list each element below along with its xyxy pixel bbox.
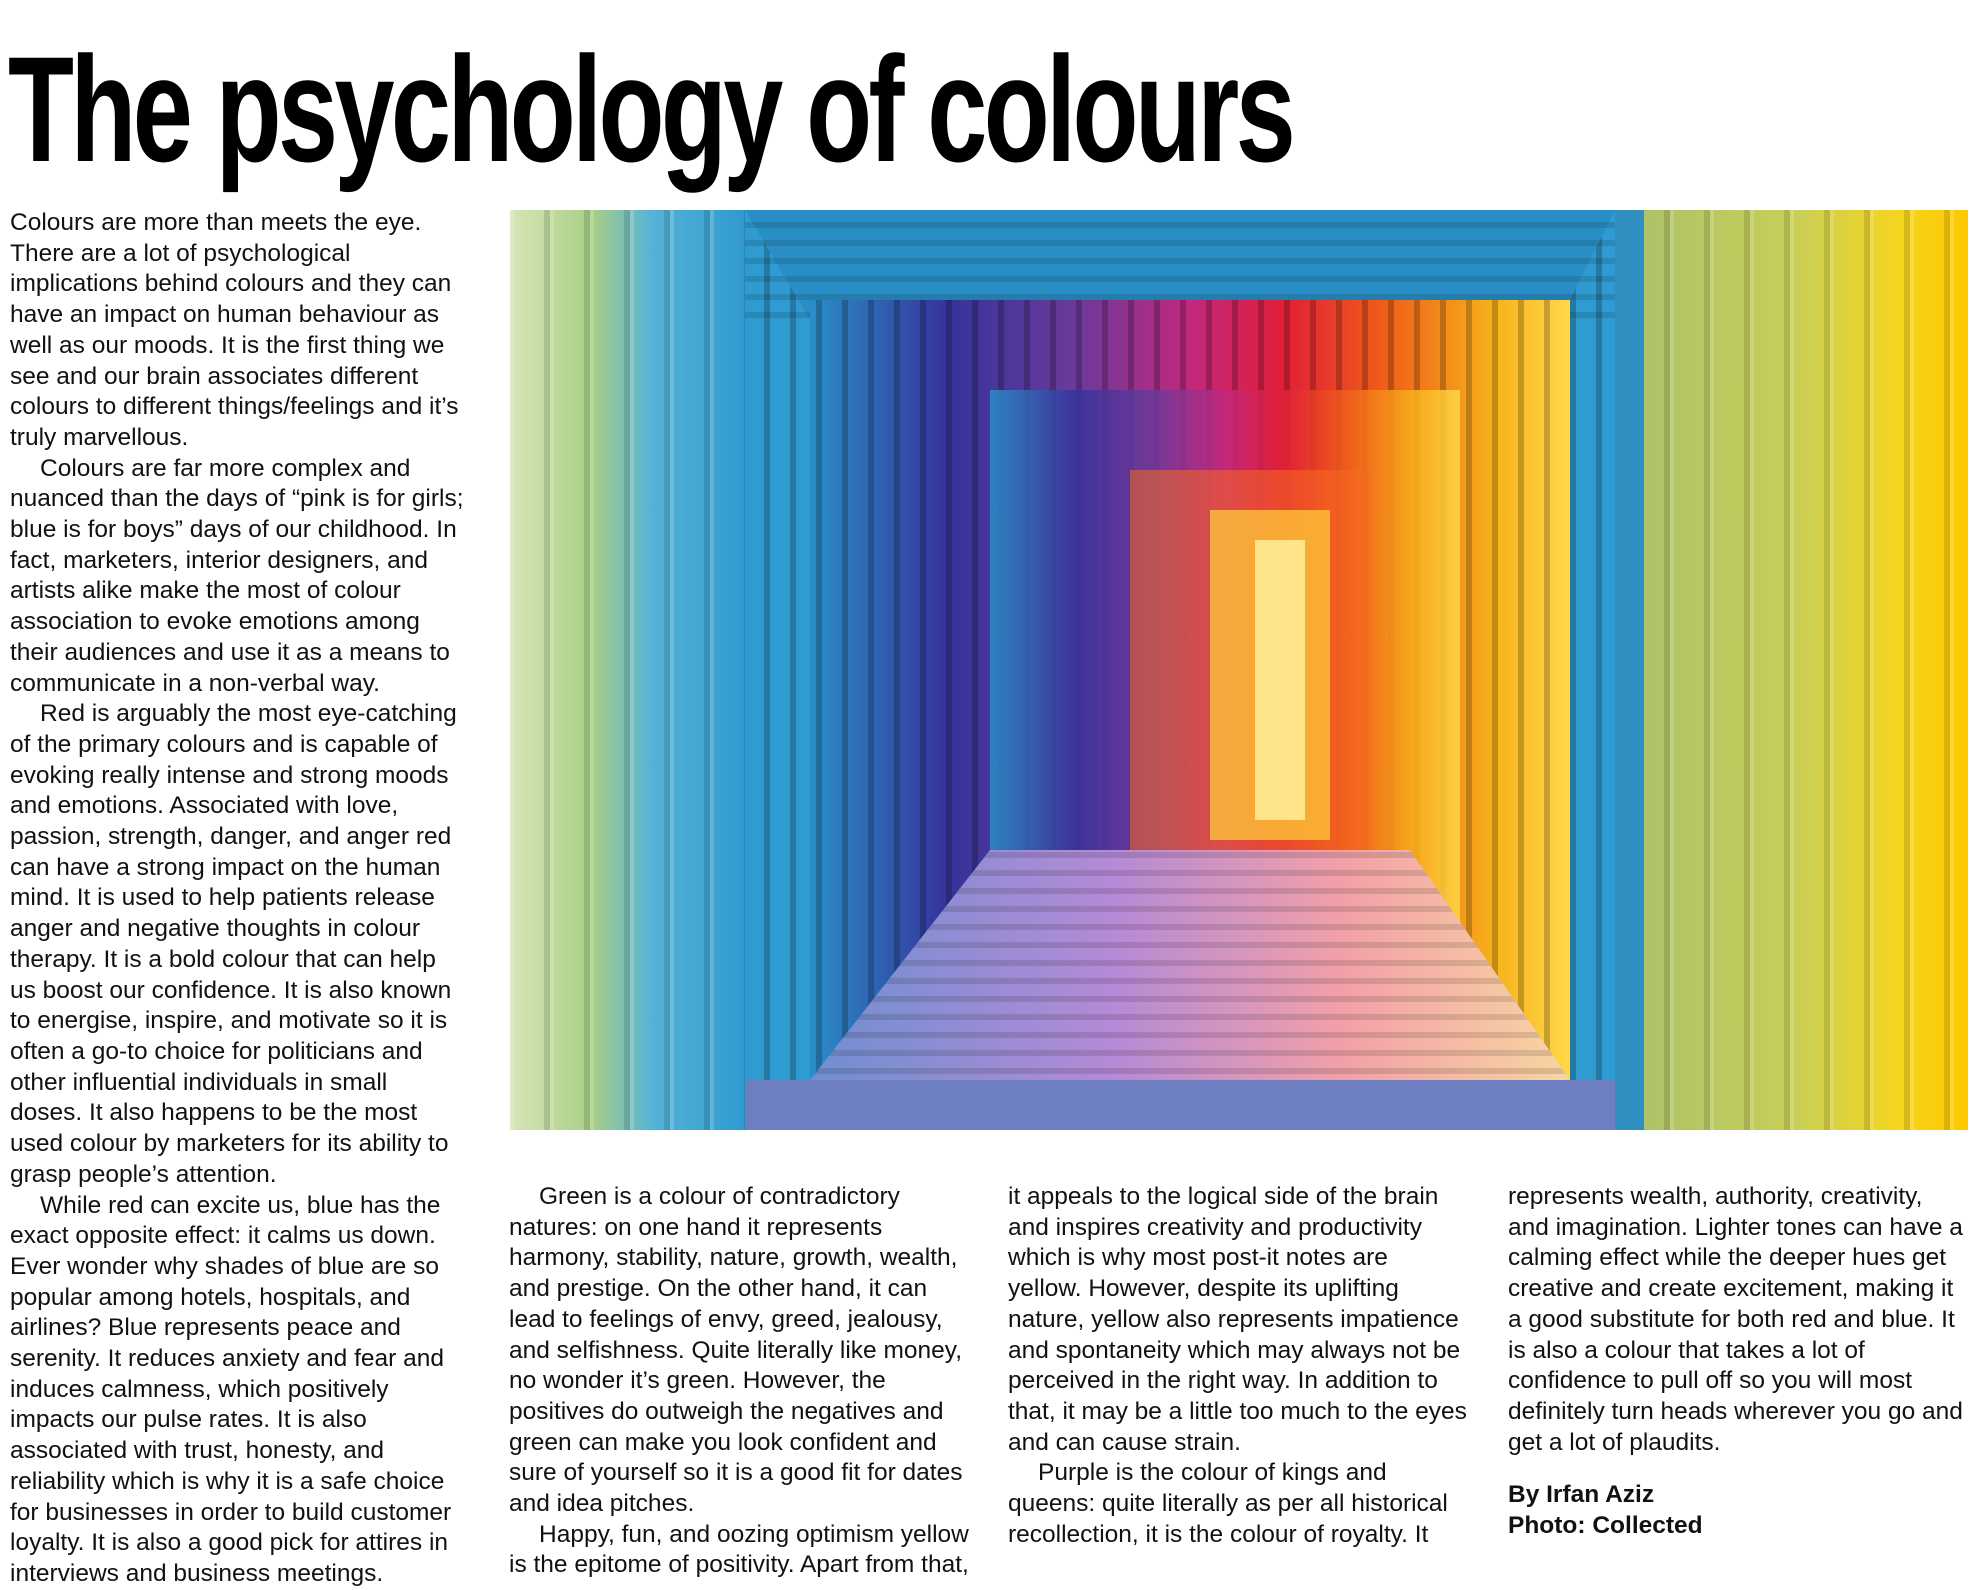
paragraph: it appeals to the logical side of the brain and inspires creativity and productivity which is why most post-it notes are yellow. However, despite its uplifting nature, yellow also represents impatience and spontaneity which may always not be perceived in the right way. In addition to that, it may be a little too much to the eyes and can cause strain. (1008, 1183, 1467, 1456)
paragraph: While red can excite us, blue has the exact opposite effect: it calms us down. Ever wonder why shades of blue are so popular among hotels, hospitals, and airlines? Blue represents peace and serenity. It reduces anxiety and fear and induces calmness, which positively impacts our pulse rates. It is also associated with trust, honesty, and reliability which is why it is a safe choice for businesses in order to build customer loyalty. It is also a good pick for attires in interviews and business meetings. (10, 1191, 452, 1587)
paragraph: Colours are more than meets the eye. There are a lot of psychological implications behind colours and they can have an impact on human behaviour as well as our moods. It is the first thing we see and our brain associates different colours to different things/feelings and it’s truly marvellous. (10, 209, 459, 451)
article-column-2 (509, 1182, 969, 1581)
photo-credit: Photo: Collected (1508, 1512, 1703, 1540)
article-column-1 (10, 208, 465, 1590)
article-column-3 (1008, 1182, 1468, 1550)
byline: By Irfan Aziz (1508, 1481, 1655, 1509)
paragraph: Happy, fun, and oozing optimism yellow is the epitome of positivity. Apart from that, (509, 1520, 969, 1579)
paragraph: represents wealth, authority, creativity, and imagination. Lighter tones can have a calming effect while the deeper hues get creative and create excitement, making it a good substitute for both red and blue. It is also a colour that takes a lot of confidence to pull off so you will most definitely turn heads wherever you go and get a lot of plaudits. (1508, 1183, 1963, 1456)
paragraph: Purple is the colour of kings and queens: quite literally as per all historical recollection, it is the colour of royalty. It (1008, 1459, 1448, 1548)
article-column-4 (1508, 1182, 1964, 1542)
paragraph: Colours are far more complex and nuanced than the days of “pink is for girls; blue is for boys” days of our childhood. In fact, marketers, interior designers, and artists alike make the most of colour association to evoke emotions among their audiences and use it as a means to communicate in a non-verbal way. (10, 454, 464, 697)
paragraph: Green is a colour of contradictory natures: on one hand it represents harmony, stability, nature, growth, wealth, and prestige. On the other hand, it can lead to feelings of envy, greed, jealousy, and selfishness. Quite literally like money, no wonder it’s green. However, the positives do outweigh the negatives and green can make you look confident and sure of yourself so it is a good fit for dates and idea pitches. (509, 1183, 963, 1518)
paragraph: Red is arguably the most eye-catching of the primary colours and is capable of evoking really intense and strong moods and emotions. Associated with love, passion, strength, danger, and anger red can have a strong impact on the human mind. It is used to help patients release anger and negative thoughts in colour therapy. It is a bold colour that can help us boost our confidence. It is also known to energise, inspire, and motivate so it is often a go-to choice for politicians and other influential individuals in small doses. It also happens to be the most used colour by marketers for its ability to grasp people’s attention. (10, 700, 457, 1188)
rainbow-tunnel-image (510, 210, 1968, 1130)
headline: The psychology of colours (8, 25, 1293, 193)
article-photo (510, 210, 1968, 1130)
